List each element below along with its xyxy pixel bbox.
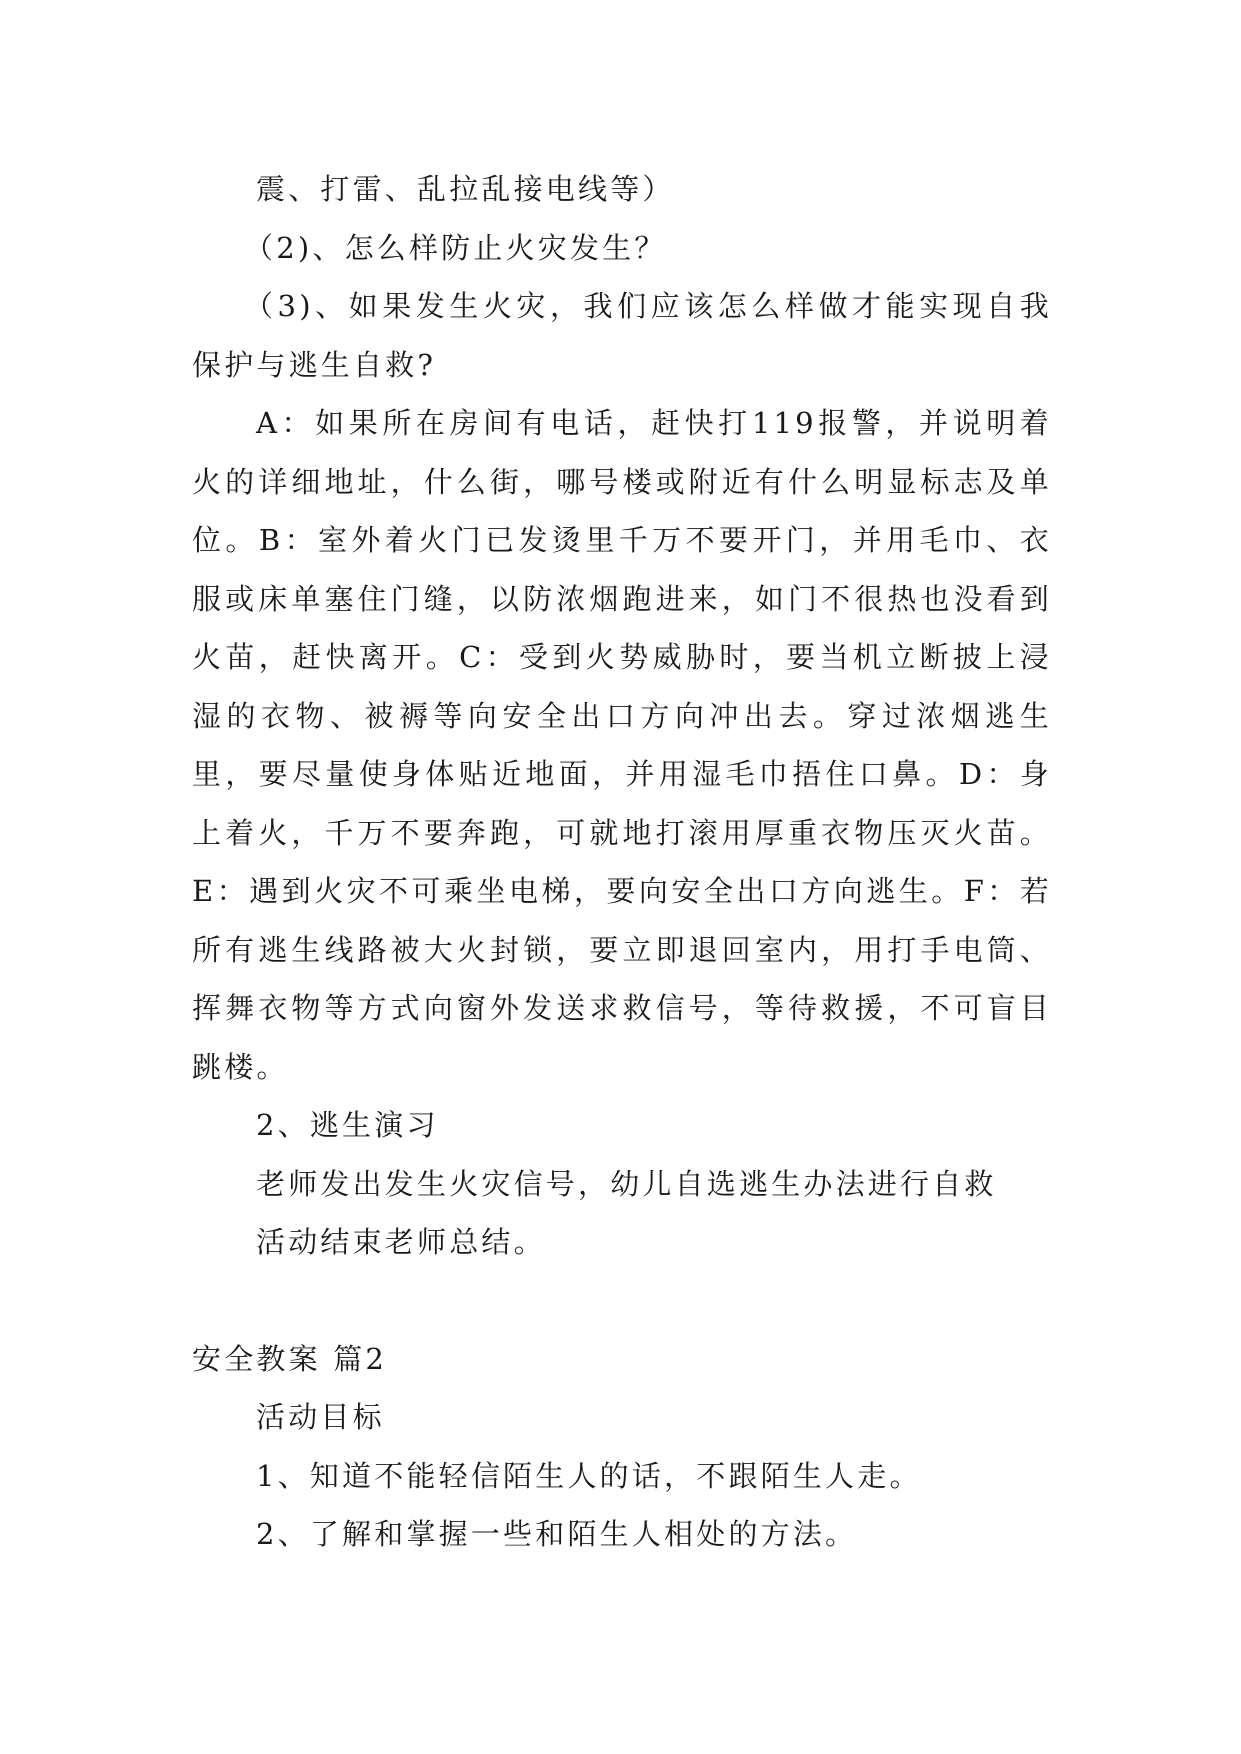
paragraph-drill-text: 老师发出发生火灾信号，幼儿自选逃生办法进行自救 (256, 1166, 997, 1201)
paragraph-question-2: （2)、怎么样防止火灾发生？ (244, 230, 667, 265)
paragraph-goal-2: 2、了解和掌握一些和陌生人相处的方法。 (256, 1517, 858, 1551)
paragraph-escape-tips: A：如果所在房间有电话，赶快打119报警，并说明着火的详细地址，什么街，哪号楼或附近有什么明显标志及单位。B：室外着火门已发烫里千万不要开门，并用毛巾、衣服或床单塞住门缝，以防浓烟跑进来，如门不很热也没看到火苗，赶快离开。C：受到火势威胁时，要当机立断披上浸湿的衣物、被褥等向安全出口方向冲出去。穿过浓烟逃生里，要尽量使身体贴近地面，并用湿毛巾捂住口鼻。D：身上着火，千万不要奔跑，可就地打滚用厚重衣物压灭火苗。E：遇到火灾不可乘坐电梯，要向安全出口方向逃生。F：若所有逃生线路被大火封锁，要立即退回室内，用打手电筒、挥舞衣物等方式向窗外发送求救信号，等待救援，不可盲目跳楼。 (192, 406, 1052, 1084)
section-gap (192, 1272, 1052, 1330)
paragraph-continued: 震、打雷、乱拉乱接电线等） (256, 172, 675, 206)
paragraph-question-3: （3)、如果发生火灾，我们应该怎么样做才能实现自我保护与逃生自救? (192, 289, 1052, 382)
section-title: 安全教案 篇2 (192, 1341, 388, 1376)
document-body (192, 160, 1052, 1564)
paragraph-summary: 活动结束老师总结。 (256, 1225, 546, 1259)
paragraph-goal-1: 1、知道不能轻信陌生人的话，不跟陌生人走。 (256, 1458, 922, 1493)
paragraph-goals-heading: 活动目标 (256, 1400, 385, 1434)
paragraph-drill-heading: 2、逃生演习 (256, 1108, 439, 1142)
